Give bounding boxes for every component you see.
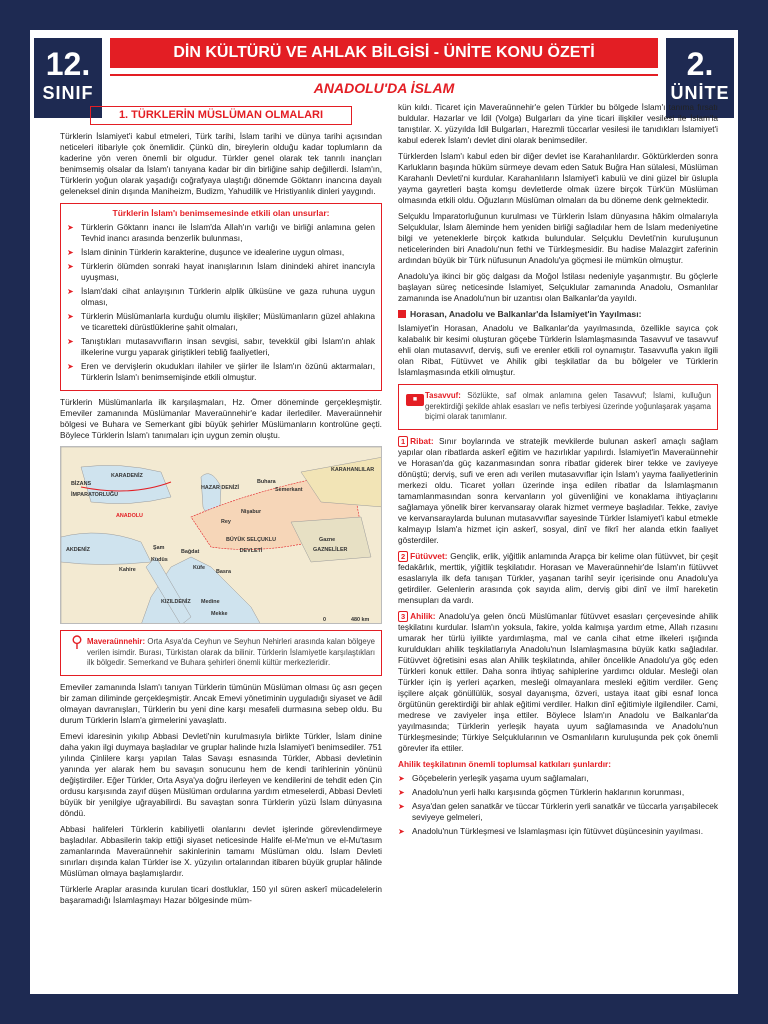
futuvvet-number: 2	[398, 551, 408, 562]
ribat-paragraph	[398, 436, 718, 546]
ahilik-item-text: Anadolu'nun Türkleşmesi ve İslamlaşması için fütüvvet düşüncesinin yayılması.	[412, 825, 704, 836]
factor-item	[67, 336, 375, 358]
map-label-mekke: Mekke	[211, 611, 228, 617]
map-label-sam: Şam	[153, 545, 165, 551]
karahanli-paragraph: Türklerden İslam'ı kabul eden bir diğer devlet ise Karahanlılardır. Göktürklerden sonra Karlukların başında hüküm sürmeye devam eden Satuk Buğra Han sülalesi, Müslüman Karahanlı Devleti'ni kurdular. Karahanlıların İslamiyet'i kabulü ve dini güzel bir üslupla yayma gayretleri başta komşu devletlerde olmak üzere birçok Türk'ün Müslüman olmasında etkili oldu. Oğuzların Müslüman olmaları da bu döneme denk gelmektedir.	[398, 151, 718, 205]
ahilik-heading	[398, 611, 436, 621]
ahilik-list-title: Ahilik teşkilatının önemli toplumsal katkıları şunlardır:	[398, 758, 612, 769]
futuvvet-heading	[398, 551, 448, 561]
factor-item	[67, 261, 375, 283]
tasavvuf-note-text	[425, 391, 711, 423]
section-title: 1. TÜRKLERİN MÜSLÜMAN OLMALARI	[90, 106, 352, 125]
map-label-anadolu: ANADOLU	[116, 513, 143, 519]
ribat-heading	[398, 436, 434, 446]
grade-label: SINIF	[42, 83, 94, 103]
factor-item-text: İslam'daki cihat anlayışının Türklerin alplik ülküsüne ve gaza ruhuna uygun olması,	[81, 286, 375, 307]
red-arrow-icon: ➤	[398, 773, 405, 783]
ahilik-item	[398, 826, 718, 837]
maveraunnehir-note-text	[87, 637, 375, 669]
emevi-paragraph: Emeviler zamanında İslam'ı tanıyan Türklerin tümünün Müslüman olması üç asrı geçen bir zaman diliminde gerçekleşmiştir. Ancak Emevi yönetiminin uyguladığı siyaset ve âdil olmayan davranışları, Türklerin bu yeni dine karşı mesafeli durmasına sebep oldu. Bu durum Türklerin İslam'a girmelerini yavaşlattı.	[60, 681, 382, 725]
map-label-nisabur: Nişabur	[241, 509, 262, 515]
factor-item-text: Eren ve dervişlerin okudukları ilahiler ve şiirler ile İslam'ın özünü aktarmaları, Türklerin İslam'ı benimsemişinde etkili olmuştur.	[81, 361, 375, 382]
map-label-kahire: Kahire	[119, 567, 136, 573]
ahilik-list	[398, 773, 718, 837]
kaaba-icon: ■	[405, 391, 425, 423]
tasavvuf-note-body: Sözlükte, saf olmak anlamına gelen Tasavvuf; İslami, kulluğun gerektirdiği şekilde ahlak esasları ve nefis terbiyesi üzerinde yoğunlaşarak yaşama biçimi olarak tanımlanır.	[425, 391, 712, 421]
factor-item-text: Türklerin ölümden sonraki hayat inanışlarının İslam dinindeki ahiret inancıyla uyuşması,	[81, 261, 375, 282]
map-label-rey: Rey	[221, 519, 231, 525]
header-center	[110, 38, 658, 96]
factor-item-text: Tanıştıkları mutasavvıfların insan sevgisi, sabır, tevekkül gibi İslam'ın ahlak ilkelerine vurgu yaparak giriştikleri tebliğ faaliyetleri,	[81, 336, 375, 357]
ahilik-item	[398, 773, 718, 784]
note-label: Maveraünnehir:	[87, 637, 146, 646]
map-label-bagdat: Bağdat	[181, 549, 200, 555]
map-label-gazneliler: GAZNELİLER	[313, 547, 348, 553]
factors-box	[60, 203, 382, 391]
ahilik-item-text: Asya'dan gelen sanatkâr ve tüccar Türklerin yerli sanatkâr ve tüccarla yarışabilecek seviyeye gelmeleri,	[412, 800, 718, 822]
map-label-bizans: BİZANS İMPARATORLUĞU	[71, 481, 119, 498]
location-pin-icon: ⚲	[71, 634, 83, 651]
factor-item	[67, 311, 375, 333]
map-label-kufe: Küfe	[193, 565, 205, 571]
horasan-heading	[398, 309, 718, 320]
map-label-selcuklu: BÜYÜK SELÇUKLU DEVLETİ	[225, 537, 276, 554]
map-label-kizildeniz: KIZILDENİZ	[161, 599, 191, 605]
factor-item	[67, 222, 375, 244]
factor-item-text: Türklerin Müslümanlarla kurduğu olumlu ilişkiler; Müslümanların güzel ahlakına ve ticaretteki dürüstlüklerine şahit olmaları,	[81, 311, 375, 332]
ahilik-text: Anadolu'ya gelen öncü Müslümanlar fütüvvet esasları çerçevesinde ahilik teşkilatını kurdular. İslam'ın yoksula, fakire, yolda kalmışa yardım etme, Allah rızasını umarak her türlü iyilikte yardımlaşma, mal ve canla cihat etme ilkeleri ışığında kuruldukları ahilik teşkilatlarıyla Anadolu'nun İslamlaşmasına büyük katkı sağladılar. Fütüvvet öğretisini esas alan Ahilik teşkilatında, ahiler öncelikle Anadolu'ya göç eden Türkleri konuk ettiler. Daha sonra ihtiyaç sahiplerine yardımcı oldular. Mesleği olan Türkler için iş yerleri açarken, mesleği olmayanlara mesleki eğitim verdiler. Genç işçilere alçak gönüllülük, sosyal dayanışma, özveri, ustaya itaat gibi esnaf lonca örgütünün gerektirdiği bir ahlak eğitimi verdiler. Halkın dinî eğitimiyle ilgilendiler. Cami, medrese ve zaviyeler inşa ettiler. Böylece İslam'ın Anadolu ve Balkanlar'da yayılmasında; Türklerin yerleşik hayata uyum sağlamasında ve Anadolu'nun Türkleşmesinde; Türkiye Selçuklularının ve Osmanlıların kuruluşunda pek çok önemli görevler ifa ettiler.	[398, 610, 718, 753]
map-scale: 480 km	[351, 617, 370, 623]
maveraunnehir-note	[60, 630, 382, 676]
red-arrow-icon: ➤	[398, 801, 405, 811]
map-label-karadeniz: KARADENİZ	[111, 473, 143, 479]
red-arrow-icon: ➤	[67, 248, 74, 257]
map-label-kudus: Kudüs	[151, 557, 168, 563]
red-arrow-icon: ➤	[67, 287, 74, 296]
red-arrow-icon: ➤	[67, 337, 74, 346]
ahilik-item	[398, 801, 718, 823]
page	[30, 30, 738, 994]
note-body: Orta Asya'da Ceyhun ve Seyhun Nehirleri arasında kalan bölgeye verilen isimdir. Burası, Türkistan olarak da bilinir. Türklerin İslamiyetle karşılaştıkları ilk bölgedir. Semerkand ve Buhara şehirleri önemli kültür merkezleridir.	[87, 637, 376, 667]
futuvvet-label: Fütüvvet:	[410, 550, 448, 561]
factor-item	[67, 286, 375, 308]
red-arrow-icon: ➤	[67, 223, 74, 232]
ahilik-item-text: Göçebelerin yerleşik yaşama uyum sağlamaları,	[412, 772, 589, 783]
unit-number: 2.	[686, 46, 714, 82]
tasavvuf-paragraph: İslamiyet'in Horasan, Anadolu ve Balkanlar'da yayılmasında, özellikle sayıca çok kalabalık bir kesimi oluşturan göçebe Türklerin İslamlaşmasında Tasavvuf ve tasavvuf ehli olan mutasavvıf, derviş, sufi ve erenler etkili rol oynamıştır. Tasavvufla yakın ilgili olan Ribat, Fütüvvet ve Ahilik gibi teşkilatlar da bu bölgeler ve Türklerin İslamlaşmasında etkili olmuştur.	[398, 323, 718, 377]
map-label-semerkant: Semerkant	[275, 487, 303, 493]
tasavvuf-note	[398, 384, 718, 430]
map-label-akdeniz: AKDENİZ	[66, 547, 90, 553]
factor-item	[67, 247, 375, 258]
map-label-karahanlilar: KARAHANLILAR	[331, 467, 375, 473]
map-scale-zero: 0	[323, 617, 326, 623]
hazar-paragraph: kün kıldı. Ticaret için Maveraünnehir'e gelen Türkler bu bölgede İslam'ı tanıma fırsatı buldular. Hazarlar ve İdil (Volga) Bulgarları da yine ticari ilişkiler vesilesi ile İslam'la tanıştılar. X. yüzyılda İdil Bulgarları, Harezmli tüccarlar vesilesi ile tanıdıkları İslamiyet'i kabul ederek İslam'ı devlet dini olarak benimsediler.	[398, 102, 718, 145]
red-arrow-icon: ➤	[67, 312, 74, 321]
ribat-label: Ribat:	[410, 435, 434, 446]
map-label-buhara: Buhara	[257, 479, 276, 485]
futuvvet-text: Gençlik, erlik, yiğitlik anlamında Arapça bir kelime olan fütüvvet, bir çeşit fedakârlık, merttik, yiğitlik teşkilatıdır. Horasan ve Maveraünnehir'de İslam'ın fütüvvet esaslarıyla ilk defa tanışan Türkler, yaşanan tarihî seyir içerisinde onu Anadolu'ya getirdiler. Gelenlerin arasında çok sayıda alim, derviş gibi dinî ve ilmî hareketin mensupları da vardı.	[398, 550, 718, 605]
factors-list	[67, 222, 375, 383]
tasavvuf-note-label: Tasavvuf:	[425, 391, 461, 400]
ribat-number: 1	[398, 436, 408, 447]
page-title: DİN KÜLTÜRÜ VE AHLAK BİLGİSİ - ÜNİTE KONU ÖZETİ	[110, 38, 658, 68]
ahilik-item	[398, 787, 718, 798]
right-column	[398, 102, 718, 840]
ahilik-number: 3	[398, 611, 408, 622]
red-arrow-icon: ➤	[67, 362, 74, 371]
selcuklu-paragraph: Selçuklu İmparatorluğunun kurulması ve Türklerin İslam dünyasına hâkim olmalarıyla Selçuklular, İslam âleminde hem yeniden birliği sağladılar hem de İslam medeniyetine bilgi ve yeteneklerle birçok katkıda bulundular. Selçuklu Devleti'nin kuruluşunun neticelerinden biri Anadolu'nun fethi ve Türkleşmesidir. Bu hadise Malazgirt zaferinin ardından büyük bir Türk nüfusunun Anadolu'ya göçmesi ile mümkün olmuştur.	[398, 211, 718, 265]
unit-title: ANADOLU'DA İSLAM	[110, 74, 658, 96]
square-bullet-icon	[398, 310, 406, 318]
mogol-paragraph: Anadolu'ya ikinci bir göç dalgası da Moğol İstilası nedeniyle yaşanmıştır. Bu göçlerle başlayan süreç neticesinde İslamiyet, Selçuklular zamanında Anadolu, Osmanlılar zamanında ise Anadolu'nun bir uzantısı olan Balkanlar'da yayıldı.	[398, 271, 718, 303]
ahilik-label: Ahilik:	[410, 610, 436, 621]
red-arrow-icon: ➤	[398, 787, 405, 797]
abbasi-paragraph: Emevi idaresinin yıkılıp Abbasi Devleti'nin kurulmasıyla birlikte Türkler, İslam dinine daha yakın ilgi duymaya başladılar ve gruplar halinde hızla İslamiyet'i benimsediler. 751 yılında Çinlilere karşı yapılan Talas Savaşı esnasında Türkler, Abbasi devletinin yanında yer alarak hem bu savaşın sonucunu hem de kendi tarihlerinin yönünü değiştirdiler. Eğer Türkler, Orta Asya'ya doğru ilerleyen ve kendilerini de tehdit eden Çin ordusu karşısında zayıf düşen Müslüman ordularına yardım etmeselerdi, Abbasi Devleti büyük bir yenilgiye uğrayabilirdi. Bu savaştan sonra Türklerin yüzü İslam dünyasına döndü.	[60, 730, 382, 818]
horasan-heading-text: Horasan, Anadolu ve Balkanlar'da İslamiyet'in Yayılması:	[410, 309, 642, 319]
unit-label: ÜNİTE	[670, 83, 730, 103]
map-label-gazne: Gazne	[319, 537, 336, 543]
futuvvet-paragraph	[398, 551, 718, 606]
left-column	[60, 102, 382, 911]
factor-item	[67, 361, 375, 383]
ahilik-paragraph	[398, 611, 718, 754]
map-label-basra: Basra	[216, 569, 231, 575]
history-paragraph: Türklerin Müslümanlarla ilk karşılaşmaları, Hz. Ömer döneminde gerçekleşmiştir. Emeviler zamanında Müslümanlar Maveraünnehir'e kadar ilerlediler. Maveraünnehir bölgesi ve Buhara ve Semerkant gibi büyük şehirler Müslümanların kontrolüne geçti. Böylece Türklerin İslam'ı tanımaları için uygun zemin oluştu.	[60, 397, 382, 440]
map-label-hazar: HAZAR DENİZİ	[201, 485, 240, 491]
grade-number: 12.	[45, 46, 91, 82]
historical-map	[60, 446, 382, 624]
ribat-text: Sınır boylarında ve stratejik mevkilerde bulunan askerî amaçlı sağlam yapılar olan ribatlarda askerî eğitim ve hazırlıklar yapılırdı. İslamiyet'in Maveraünnehir ve Horasan'da güç kazanmasından sonra ribatlar giderek birer tekke ve zaviyeye dönüştü; derviş, sufi ve eren adı verilen mutasavvıflar için İslam'ı yayma faaliyetlerinin merkezi oldu. Ticaret yolları üzerinde inşa edilen ribatlar da İslamlaşmanın tamamlanmasından sonra kervanların yol güvenliğini ve konaklama ihtiyaçlarını sağlamaya yönelik birer kervansaray olarak hizmet vermeye başladılar. Tekke, zaviye ve kervansaraylarda bulunan mutasavvıflar sayesinde Türkler İslamiyet'i kabul etmekle kalmayıp İslam'a hizmet için askerî, sosyal, dinî ve fikrî her alanda etkin faaliyet gösterdiler.	[398, 435, 719, 545]
red-arrow-icon: ➤	[67, 262, 74, 271]
map-label-medine: Medine	[201, 599, 220, 605]
red-arrow-icon: ➤	[398, 826, 405, 836]
factor-item-text: İslam dininin Türklerin karakterine, duşunce ve idealerine uygun olması,	[81, 247, 345, 257]
ticaret-paragraph: Türklerle Araplar arasında kurulan ticari dostluklar, 150 yıl süren askerî mücadelelerin başaramadığı İslamlaşmayı Hazar bölgesinde müm-	[60, 883, 382, 905]
halife-paragraph: Abbasi halifeleri Türklerin kabiliyetli olanlarını devlet işlerinde görevlendirmeye başladılar. Abbasilerin takip ettiği siyaset neticesinde Halife el-Me'mun ve el-Mu'tasım zamanlarında Maveraünnehir sakinlerinin tamamı Müslüman oldu. İslam Devleti sınırları dışında kalan Türkler ise X. yüzyılın ortalarından itibaren büyük gruplar hâlinde Müslüman olmaya başlamışlardır.	[60, 823, 382, 878]
intro-paragraph: Türklerin İslamiyet'i kabul etmeleri, Türk tarihi, İslam tarihi ve dünya tarihi açısından neticeleri itibariyle çok önemlidir. Çünkü din, bireylerin olduğu kadar toplumların da kaderine yön veren önemli bir olgudur. Türkler genel olarak tek tanrılı inançları benimsemiş olsalar da İslam'ı tanıyana kadar bir din birliğine sahip değillerdi. İslam'ın, Türklerin yoğun olarak yaşadığı coğrafyaya ulaştığı dönemde Göktanrı inancına dayalı geleneksel dinin dışında Maniheizm, Budizm, Yahudilik ve Hristiyanlık dinleri yaygındı.	[60, 131, 382, 196]
factor-item-text: Türklerin Göktanrı inancı ile İslam'da Allah'ın varlığı ve birliği anlamına gelen Tevhid inancı arasında benzerlik bulunması,	[81, 222, 375, 243]
ahilik-item-text: Anadolu'nun yerli halkı karşısında göçmen Türklerin haklarının korunması,	[412, 786, 685, 797]
factors-box-title: Türklerin İslam'ı benimsemesinde etkili olan unsurlar:	[112, 208, 330, 218]
